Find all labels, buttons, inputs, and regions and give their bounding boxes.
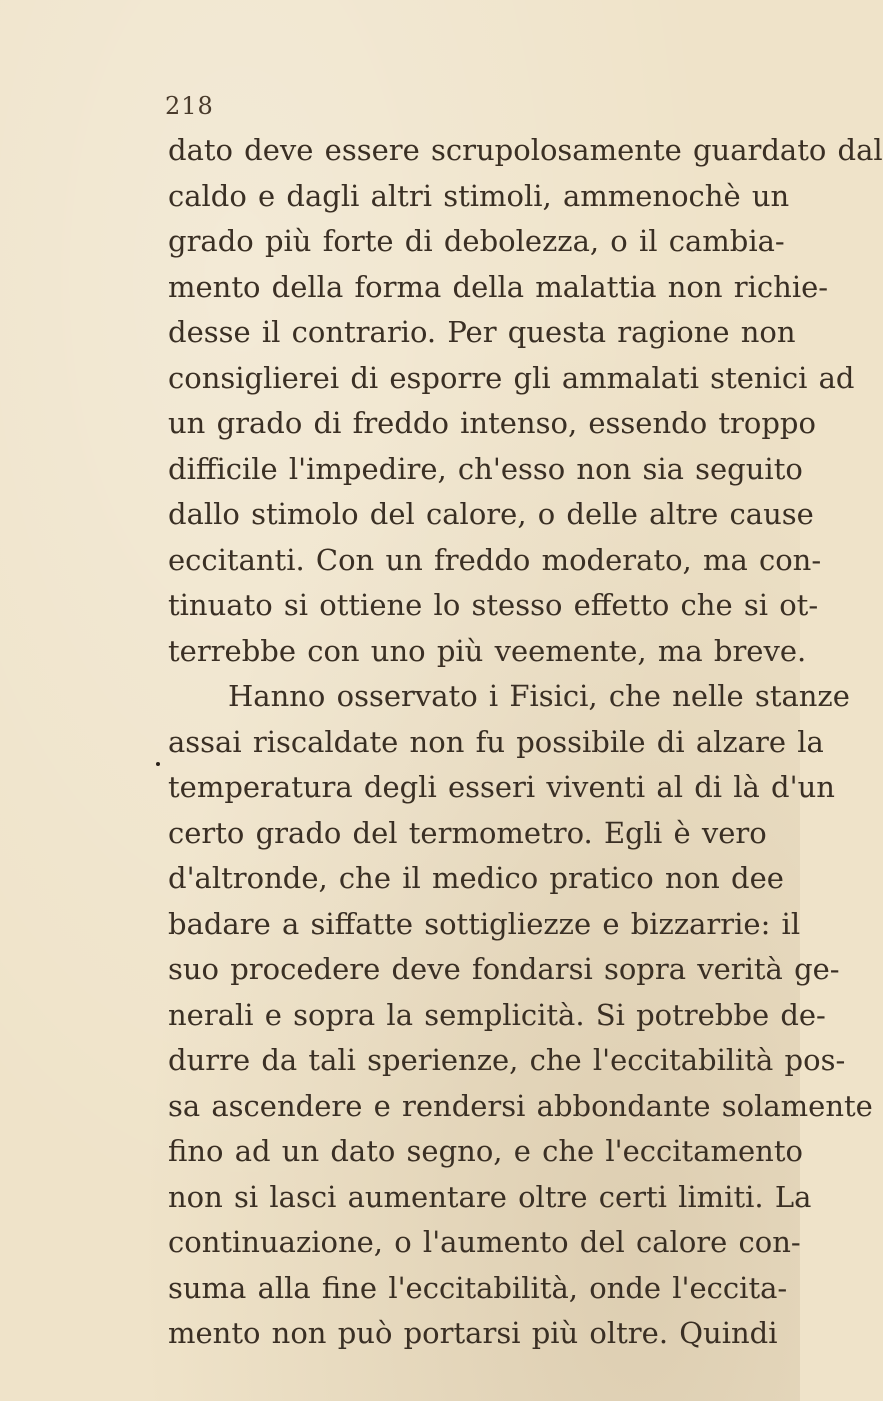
text-line: dallo stimolo del calore, o delle altre cause — [168, 497, 814, 531]
text-line: temperatura degli esseri viventi al di là d'un — [168, 770, 835, 804]
text-line: desse il contrario. Per questa ragione non — [168, 315, 796, 349]
text-line: d'altronde, che il medico pratico non dee — [168, 861, 784, 895]
paragraph-first-line: Hanno osservato i Fisici, che nelle stanze — [228, 679, 850, 713]
text-line: difficile l'impedire, ch'esso non sia seguito — [168, 451, 803, 486]
text-line: terrebbe con uno più veemente, ma breve. — [168, 633, 807, 668]
text-line: suo procedere deve fondarsi sopra verità ge- — [168, 952, 840, 986]
text-line: non si lasci aumentare oltre certi limiti. La — [168, 1179, 812, 1214]
text-line: badare a siffatte sottigliezze e bizzarrie: il — [168, 906, 801, 941]
text-line: grado più forte di debolezza, o il cambia- — [168, 224, 785, 258]
text-line: durre da tali sperienze, che l'eccitabilità pos- — [168, 1043, 846, 1077]
text-line: tinuato si ottiene lo stesso effetto che si ot- — [168, 588, 819, 622]
text-line: consiglierei di esporre gli ammalati stenici ad — [168, 360, 855, 395]
ink-speck — [156, 762, 160, 766]
text-line: assai riscaldate non fu possibile di alzare la — [168, 724, 824, 759]
text-line: un grado di freddo intenso, essendo troppo — [168, 406, 816, 440]
text-line: continuazione, o l'aumento del calore con- — [168, 1225, 801, 1259]
text-line: mento non può portarsi più oltre. Quindi — [168, 1316, 778, 1350]
text-line: dato deve essere scrupolosamente guardato dal — [168, 133, 883, 167]
text-line: suma alla fine l'eccitabilità, onde l'eccita- — [168, 1270, 788, 1305]
text-line: caldo e dagli altri stimoli, ammenochè un — [168, 178, 790, 213]
text-line: fino ad un dato segno, e che l'eccitamento — [168, 1134, 803, 1168]
text-line: certo grado del termometro. Egli è vero — [168, 815, 767, 850]
page-number: 218 — [165, 92, 214, 120]
text-line: sa ascendere e rendersi abbondante solamente — [168, 1088, 873, 1123]
text-line: mento della forma della malattia non richie- — [168, 269, 829, 304]
text-line: nerali e sopra la semplicità. Si potrebbe de- — [168, 997, 826, 1032]
text-line: eccitanti. Con un freddo moderato, ma con- — [168, 542, 822, 577]
